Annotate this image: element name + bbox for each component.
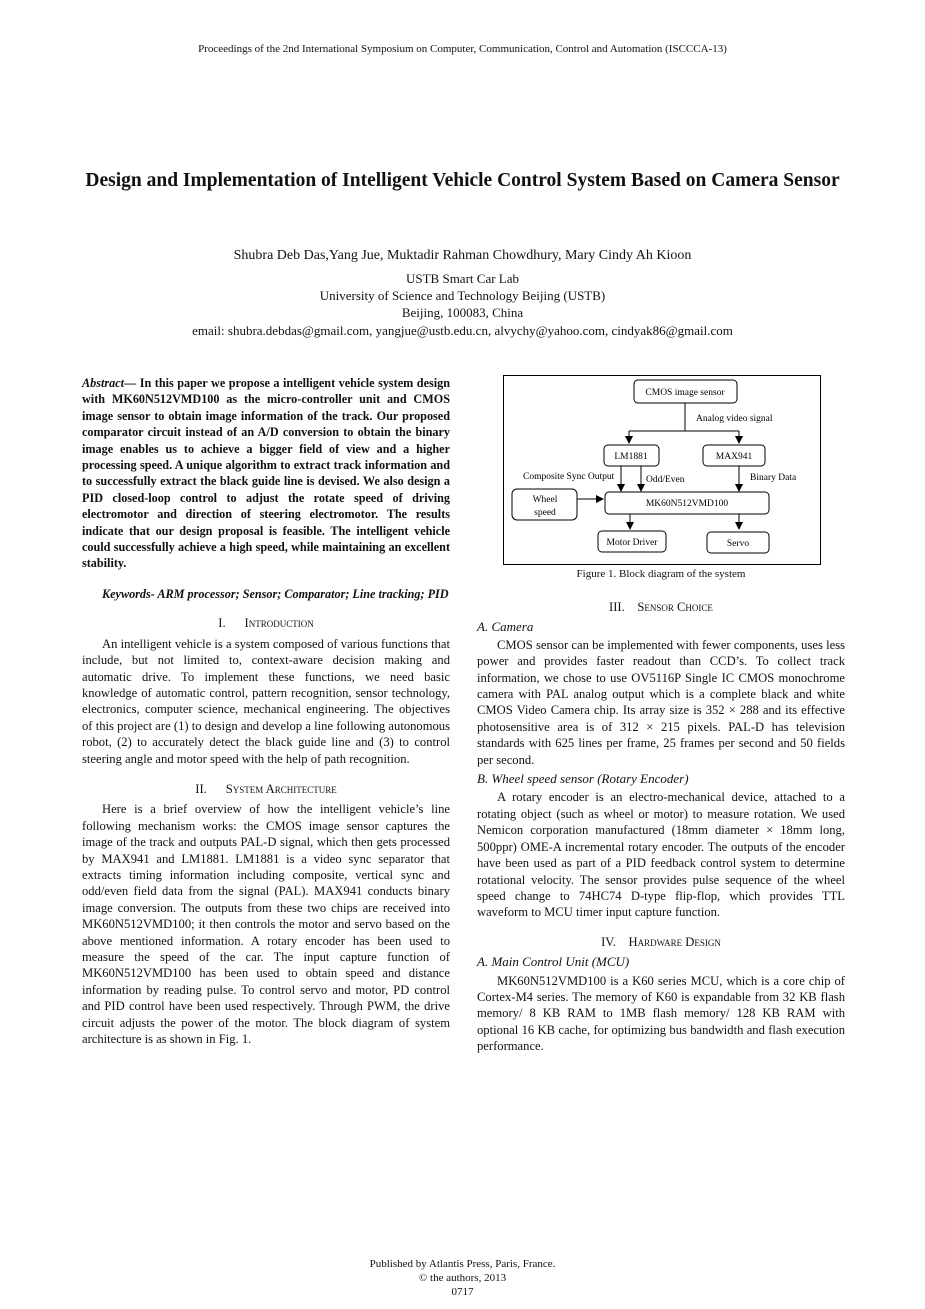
figure-caption: Figure 1. Block diagram of the system (576, 568, 746, 580)
motor-label: Motor Driver (606, 538, 658, 548)
wheel-label-1: Wheel (532, 495, 558, 505)
camera-text: CMOS sensor can be implemented with fewer components, uses less power and provides faster readout than CCD’s. To collect track information, we chose to use OV5116P Single IC CMOS monochrome camera with PAL analog output which is a complete black and white CMOS Video Camera chip. Its array size is 352 × 288 and its effective photosensitive area is of 312 × 215 pixels. PAL-D has television standards with 625 lines per frame, 25 frames per second and 50 fields per second. (477, 637, 845, 767)
lm1881-label: LM1881 (614, 452, 648, 462)
keywords: Keywords- ARM processor; Sensor; Comparator; Line tracking; PID (102, 586, 449, 601)
section-heading-hardware-design: IV. Hardware Design (601, 934, 721, 949)
wheel-label-2: speed (534, 508, 556, 518)
proceedings-header: Proceedings of the 2nd International Symposium on Computer, Communication, Control and Automation (ISCCCA-13) (198, 43, 727, 55)
oddeven-label: Odd/Even (646, 475, 685, 485)
figure-frame (504, 376, 821, 565)
mcu-label: MK60N512VMD100 (645, 499, 729, 509)
publisher: Published by Atlantis Press, Paris, France. (369, 1258, 556, 1270)
affiliation-email: email: shubra.debdas@gmail.com, yangjue@ustb.edu.cn, alvychy@yahoo.com, cindyak86@gmail.com (192, 323, 733, 338)
authors: Shubra Deb Das,Yang Jue, Muktadir Rahman Chowdhury, Mary Cindy Ah Kioon (233, 248, 692, 263)
subsection-camera: A. Camera (477, 619, 534, 635)
mcu-text: MK60N512VMD100 is a K60 series MCU, which is a core chip of Cortex-M4 series. The memory of K60 is expandable from 32 KB flash memory/ 8 KB RAM to 1MB flash memory/ 128 KB RAM with optional 16 KB cache, for optimizing bus bandwidth and flash execution performance. (477, 973, 845, 1054)
abstract-text: In this paper we propose a intelligent vehicle system design with MK60N512VMD100 as the micro-controller unit and CMOS image sensor to obtain image information of the track. Our proposed comparator circuit instead of an A/D conversion to obtain the binary image enables us to achieve a bigger field of view and a higher processing speed. A unique algorithm to extract track information and to successfully extract the black guide line is devised. We also design a PID closed-loop control to adjust the rotate speed of driving electromotor and direction of steering electromotor. The results indicate that our design proposal is feasible. The intelligent vehicle could successfully achieve a high speed, while maintaining an excellent stability. (82, 376, 450, 571)
abstract-label: Abstract— (82, 376, 137, 390)
page-number: 0717 (451, 1286, 474, 1298)
section-heading-sensor-choice: III. Sensor Choice (609, 600, 713, 614)
section-heading-system-architecture: II. System Architecture (195, 781, 337, 796)
wheel-speed-text: A rotary encoder is an electro-mechanical device, attached to a rotating object (such as wheel or motor) to measure rotation. We used Nemicon corporation manufactured (18mm diameter × 18mm long, 500ppr) OME-A incremental rotary encoder. The outputs of the encoder have been used as part of a PID feedback control system to determine rotational velocity. The sensor provides pulse sequence of the wheel speed change to 74HC74 D-type flip-flop, which provides TTL waveform to MCU timer input capture function. (477, 790, 845, 920)
max941-label: MAX941 (715, 452, 753, 462)
affiliation-address: Beijing, 100083, China (401, 305, 524, 320)
block-diagram (503, 375, 821, 565)
footer (0, 1257, 925, 1299)
analog-label: Analog video signal (696, 414, 773, 424)
subsection-mcu: A. Main Control Unit (MCU) (477, 954, 630, 970)
introduction-text: An intelligent vehicle is a system composed of various functions that include, but not limited to, context-aware decision making and automatic drive. To implement these functions, we need basic knowledge of automatic control, pattern recognition, sensor technology, electronics, computer science, mechanical engineering. The objectives of this project are (1) to design and develop a line following autonomous robot, (2) to accurately detect the black guide line and (3) to control steering angle and motor speed with the help of path recognition. (82, 636, 450, 766)
left-column (82, 375, 450, 1047)
section-heading-introduction: I. Introduction (218, 616, 314, 631)
system-architecture-text: Here is a brief overview of how the intelligent vehicle’s line following mechanism works: the CMOS image sensor captures the image of the track and outputs PAL-D signal, which then gets processed by MAX941 and LM1881. LM1881 is a video sync separator that extracts timing information including composite, vertical sync and odd/even field data from the signal (PAL). MAX941 conducts binary image conversion. The outputs from these two chips are received into MK60N512VMD100; it then controls the motor and servo based on the above mentioned information. A rotary encoder has been used to measure the speed of the car. The input capture function of MK60N512VMD100 has been used to obtain speed and distance information by reading pulse. To control servo and motor, PD control and PID control have been used respectively. Through PWM, the drive circuit adjusts the power of the motor. The block diagram of system architecture is as shown in Fig. 1. (82, 802, 450, 1047)
right-column (477, 599, 845, 1055)
servo-label: Servo (726, 539, 750, 549)
composite-label: Composite Sync Output (523, 472, 615, 482)
affiliation-lab: USTB Smart Car Lab (405, 271, 519, 286)
abstract (82, 375, 450, 572)
cmos-label: CMOS image sensor (645, 388, 725, 398)
affiliation-university: University of Science and Technology Beijing (USTB) (319, 288, 606, 303)
copyright: © the authors, 2013 (418, 1272, 507, 1284)
paper-title: Design and Implementation of Intelligent Vehicle Control System Based on Camera Sensor (85, 170, 840, 191)
subsection-wheel-speed: B. Wheel speed sensor (Rotary Encoder) (477, 771, 689, 787)
binary-label: Binary Data (750, 473, 797, 483)
